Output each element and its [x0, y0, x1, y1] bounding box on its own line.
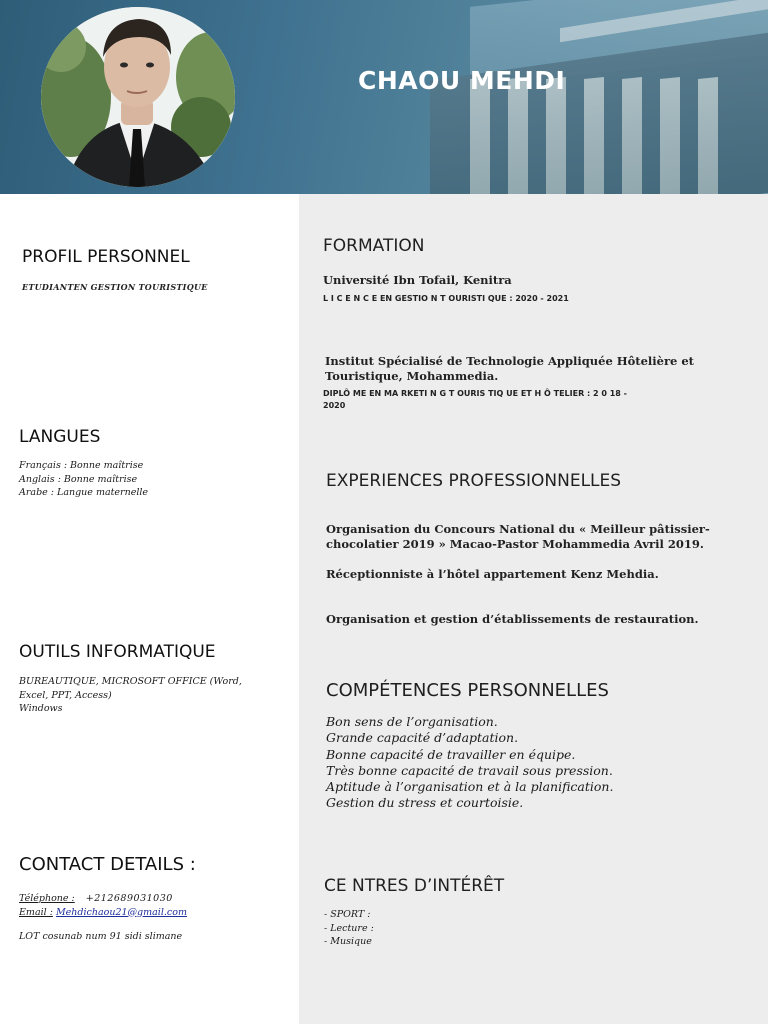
interets-title: CE NTRES D’INTÉRÊT: [324, 876, 505, 896]
experience-item: Réceptionniste à l’hôtel appartement Kenz Mehdia.: [326, 567, 659, 581]
competence-item: Très bonne capacité de travail sous pression.: [326, 762, 613, 778]
candidate-name: CHAOU MEHDI: [358, 66, 566, 95]
formation-degree-2-year: 2020: [323, 401, 346, 410]
outils-list: [19, 675, 242, 716]
interet-item: - SPORT :: [324, 909, 371, 920]
competences-title: COMPÉTENCES PERSONNELLES: [326, 680, 609, 701]
competence-item: Bon sens de l’organisation.: [326, 714, 498, 729]
competence-item: Grande capacité d’adaptation.: [326, 730, 519, 746]
experiences-title: EXPERIENCES PROFESSIONNELLES: [326, 471, 622, 491]
formation-school-1: Université Ibn Tofail, Kenitra: [323, 273, 512, 287]
langue-item: Anglais : Bonne maîtrise: [19, 473, 138, 485]
experience-item: Organisation et gestion d’établissements de restauration.: [326, 612, 699, 626]
competences-list: [326, 714, 613, 812]
banner-slat: [622, 77, 642, 194]
formation-degree-1: L I C E N C E EN GESTIO N T OURISTI QUE : 2020 - 2021: [323, 294, 569, 303]
banner-slat: [584, 77, 604, 194]
contact-title: CONTACT DETAILS :: [19, 854, 196, 875]
competence-item: Bonne capacité de travailler en équipe.: [326, 746, 576, 762]
competence-item: Gestion du stress et courtoisie.: [326, 795, 524, 811]
profil-subtitle: ETUDIANTEN GESTION TOURISTIQUE: [22, 282, 208, 292]
interets-list: [324, 908, 374, 949]
outils-line: BUREAUTIQUE, MICROSOFT OFFICE (Word,: [19, 676, 242, 687]
profile-photo-illustration: [41, 7, 235, 187]
contact-phone-row: [19, 892, 187, 906]
contact-details: [19, 892, 187, 944]
outils-line: Excel, PPT, Access): [19, 689, 112, 701]
email-link[interactable]: Mehdichaou21@gmail.com: [55, 906, 187, 918]
right-column: [299, 194, 768, 1024]
email-label: Email :: [19, 906, 53, 918]
experience-item: Organisation du Concours National du « Meilleur pâtissier-chocolatier 2019 » Macao-Pastor Mohammedia Avril 2019.: [326, 522, 710, 551]
langue-item: Français : Bonne maîtrise: [19, 460, 144, 471]
contact-email-row: [19, 906, 187, 920]
header-banner: [0, 0, 768, 194]
outils-title: OUTILS INFORMATIQUE: [19, 642, 216, 662]
profile-photo: [41, 7, 235, 187]
banner-slat: [660, 77, 680, 194]
phone-label: Téléphone :: [19, 893, 75, 904]
outils-line: Windows: [19, 703, 63, 714]
banner-slat: [698, 77, 718, 194]
profil-title: PROFIL PERSONNEL: [22, 247, 190, 267]
phone-value[interactable]: +212689031030: [85, 893, 173, 904]
langues-title: LANGUES: [19, 427, 101, 447]
formation-title: FORMATION: [323, 236, 425, 256]
competence-item: Aptitude à l’organisation et à la planification.: [326, 779, 614, 795]
formation-degree-2: DIPLÔ ME EN MA RKETI N G T OURIS TIQ UE ET H Ô TELIER : 2 0 18 -: [323, 389, 627, 398]
interet-item: - Lecture :: [324, 922, 374, 934]
langues-list: [19, 459, 148, 500]
langue-item: Arabe : Langue maternelle: [19, 487, 149, 498]
interet-item: - Musique: [324, 936, 372, 947]
contact-address: LOT cosunab num 91 sidi slimane: [19, 931, 183, 942]
formation-school-2: Institut Spécialisé de Technologie Appliquée Hôtelière et Touristique, Mohammedia.: [325, 354, 694, 383]
